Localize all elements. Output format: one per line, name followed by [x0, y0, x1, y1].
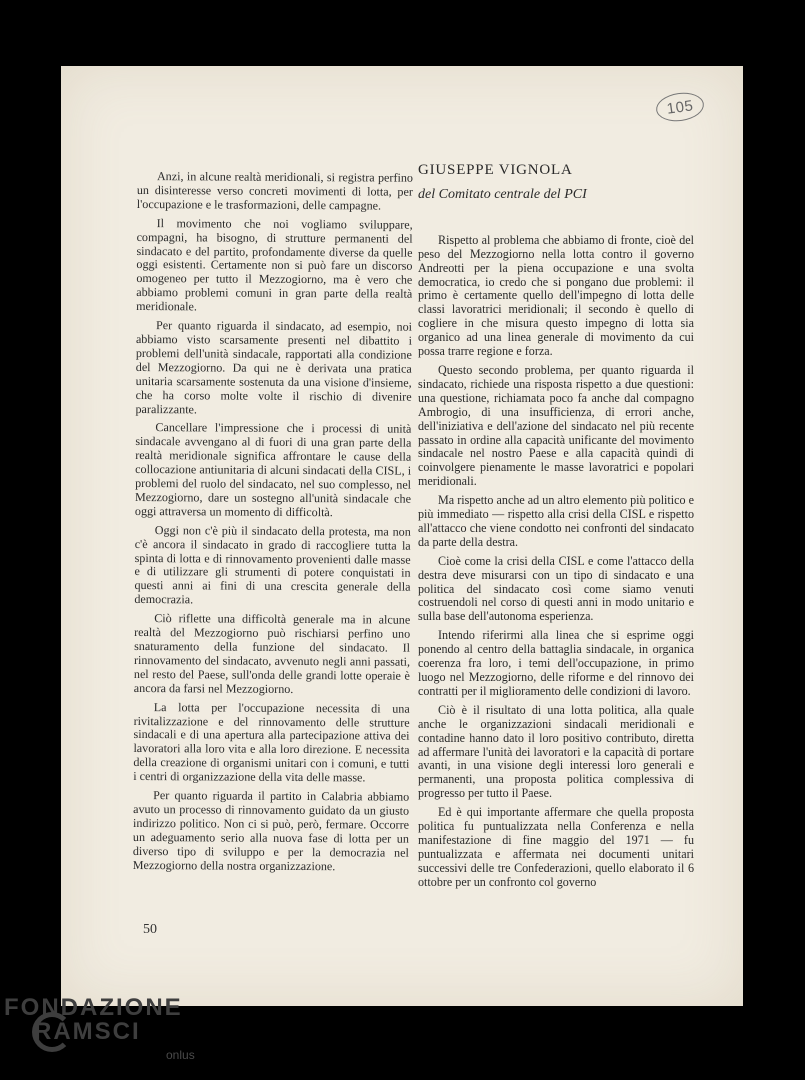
paragraph: Rispetto al problema che abbiamo di fronte, cioè del peso del Mezzogiorno nella lotta contro il governo Andreotti per la piena occupazione e una svolta democratica, io credo che si pongano due problemi: il primo è certamente quello dell'impegno di lotta delle classi lavoratrici meridionali; il secondo è quello di cogliere in che misura questo impegno di lotta sia organico ad una linea generale di movimento da cui possa trarre regione e forza.: [418, 232, 694, 359]
author-name: GIUSEPPE VIGNOLA: [418, 162, 573, 178]
paragraph: La lotta per l'occupazione necessita di una rivitalizzazione e del rinnovamento delle strutture sindacali e di una apertura alla partecipazione attiva dei lavoratori alla loro vita e alla loro direzione. E necessita della creazione di organismi unitari con i comuni, e tutti i centri di organizzazione della vita delle masse.: [133, 699, 410, 785]
watermark-suffix: onlus: [166, 1048, 195, 1062]
left-column: [133, 170, 413, 879]
right-column: [418, 164, 694, 895]
paragraph: Il movimento che noi vogliamo sviluppare, compagni, ha bisogno, di strutture permanenti del sindacato e del partito, profondamente diverse da quelle oggi esistenti. Certamente non si può fare un discorso omogeneo per tutto il Mezzogiorno, ma è vero che abbiamo problemi comuni in gran parte della realtà meridionale.: [136, 215, 413, 314]
document-page: [61, 66, 743, 1006]
paragraph: Ciò è il risultato di una lotta politica, alla quale anche le organizzazioni sindacali meridionali e contadine hanno dato il loro positivo contributo, diretta ad affermare l'unità dei lavoratori e la capacità di portare avanti, in una visione degli interessi loro generali e permanenti, una proposta politica complessiva di progresso per tutto il Paese.: [418, 702, 694, 801]
paragraph: Ciò riflette una difficoltà generale ma in alcune realtà del Mezzogiorno può rischiarsi perfino uno snaturamento della funzione del sindacato. Il rinnovamento del sindacato, avvenuto negli anni passati, nel resto del Paese, sull'onda delle grandi lotte operaie è ancora da farsi nel Mezzogiorno.: [133, 611, 411, 696]
paragraph: Questo secondo problema, per quanto riguarda il sindacato, richiede una risposta rispetto a due questioni: una questione, richiamata poco fa anche dal compagno Ambrogio, di una insufficienza, di errori anche, dell'iniziativa e dell'azione del sindacato nel più recente passato in ordine alla capacità unificante del movimento sindacale nel nostro Paese e alla capacità quindi di coinvolgere pienamente le masse lavoratrici e popolari meridionali.: [418, 362, 694, 489]
watermark-line2: RAMSCI: [34, 1018, 141, 1045]
fondazione-gramsci-watermark: [4, 990, 204, 1070]
paragraph: Cancellare l'impressione che i processi di unità sindacale avvengano al di fuori di una gran parte della realtà meridionale significa affrontare le cause della collocazione antiunitaria di alcuni sindacati della CISL, i problemi del ruolo del sindacato, nel suo complesso, nel Mezzogiorno, dare un sostegno all'unità sindacale che oggi attraversa un momento di difficoltà.: [134, 420, 412, 520]
watermark-line1: FONDAZIONE: [4, 994, 183, 1021]
paragraph: Per quanto riguarda il partito in Calabria abbiamo avuto un processo di rinnovamento guidato da un giusto indirizzo politico. Non ci si può, però, fermare. Occorre un adeguamento serio alla nuova fase di lotta per un diverso tipo di sviluppo e per la democrazia nel Mezzogiorno della nostra organizzazione.: [132, 788, 410, 873]
paragraph: Anzi, in alcune realtà meridionali, si registra perfino un disinteresse verso concreti movimenti di lotta, per l'occupazione e le trasformazioni, delle campagne.: [136, 169, 414, 213]
archive-number-stamp: 105: [654, 90, 705, 124]
paragraph: Per quanto riguarda il sindacato, ad esempio, noi abbiamo visto scarsamente presenti nel dibattito i problemi dell'unità sindacale, rapportati alla condizione del Mezzogiorno. Da qui ne è derivata una pratica unitaria scarsamente sostenuta da una visione d'insieme, che ha corso molte volte il rischio di divenire paralizzante.: [135, 318, 413, 416]
author-role: del Comitato centrale del PCI: [418, 186, 587, 202]
paragraph: Oggi non c'è più il sindacato della protesta, ma non c'è ancora il sindacato in grado di raccogliere tutta la spinta di lotta e di rinnovamento provenienti dalle masse e di utilizzare gli strumenti di potere conquistati in questi anni ai fini di una crescita generale della democrazia.: [134, 522, 411, 607]
paragraph: Cioè come la crisi della CISL e come l'attacco della destra deve misurarsi con un tipo di sindacato e una politica del sindacato così come siamo venuti costruendoli nel corso di questi anni in modo unitario e sulla base dell'autonoma esperienza.: [418, 553, 694, 624]
paragraph: Ma rispetto anche ad un altro elemento più politico e più immediato — rispetto alla crisi della CISL e rispetto all'attacco che viene condotto nei confronti del sindacato da parte della destra.: [418, 493, 694, 549]
paragraph: Ed è qui importante affermare che quella proposta politica fu puntualizzata nella Conferenza e nella manifestazione di fine maggio del 1971 — fu puntualizzata e affermata nei documenti unitari successivi delle tre Confederazioni, quello elaborato il 6 ottobre per un confronto col governo: [418, 805, 694, 889]
page-number: 50: [143, 922, 157, 937]
paragraph: Intendo riferirmi alla linea che si esprime oggi ponendo al centro della battaglia sindacale, in organica coerenza fra loro, i temi dell'occupazione, in primo luogo nel Mezzogiorno, delle riforme e del rinnovo dei contratti per il miglioramento delle condizioni di lavoro.: [418, 628, 694, 698]
